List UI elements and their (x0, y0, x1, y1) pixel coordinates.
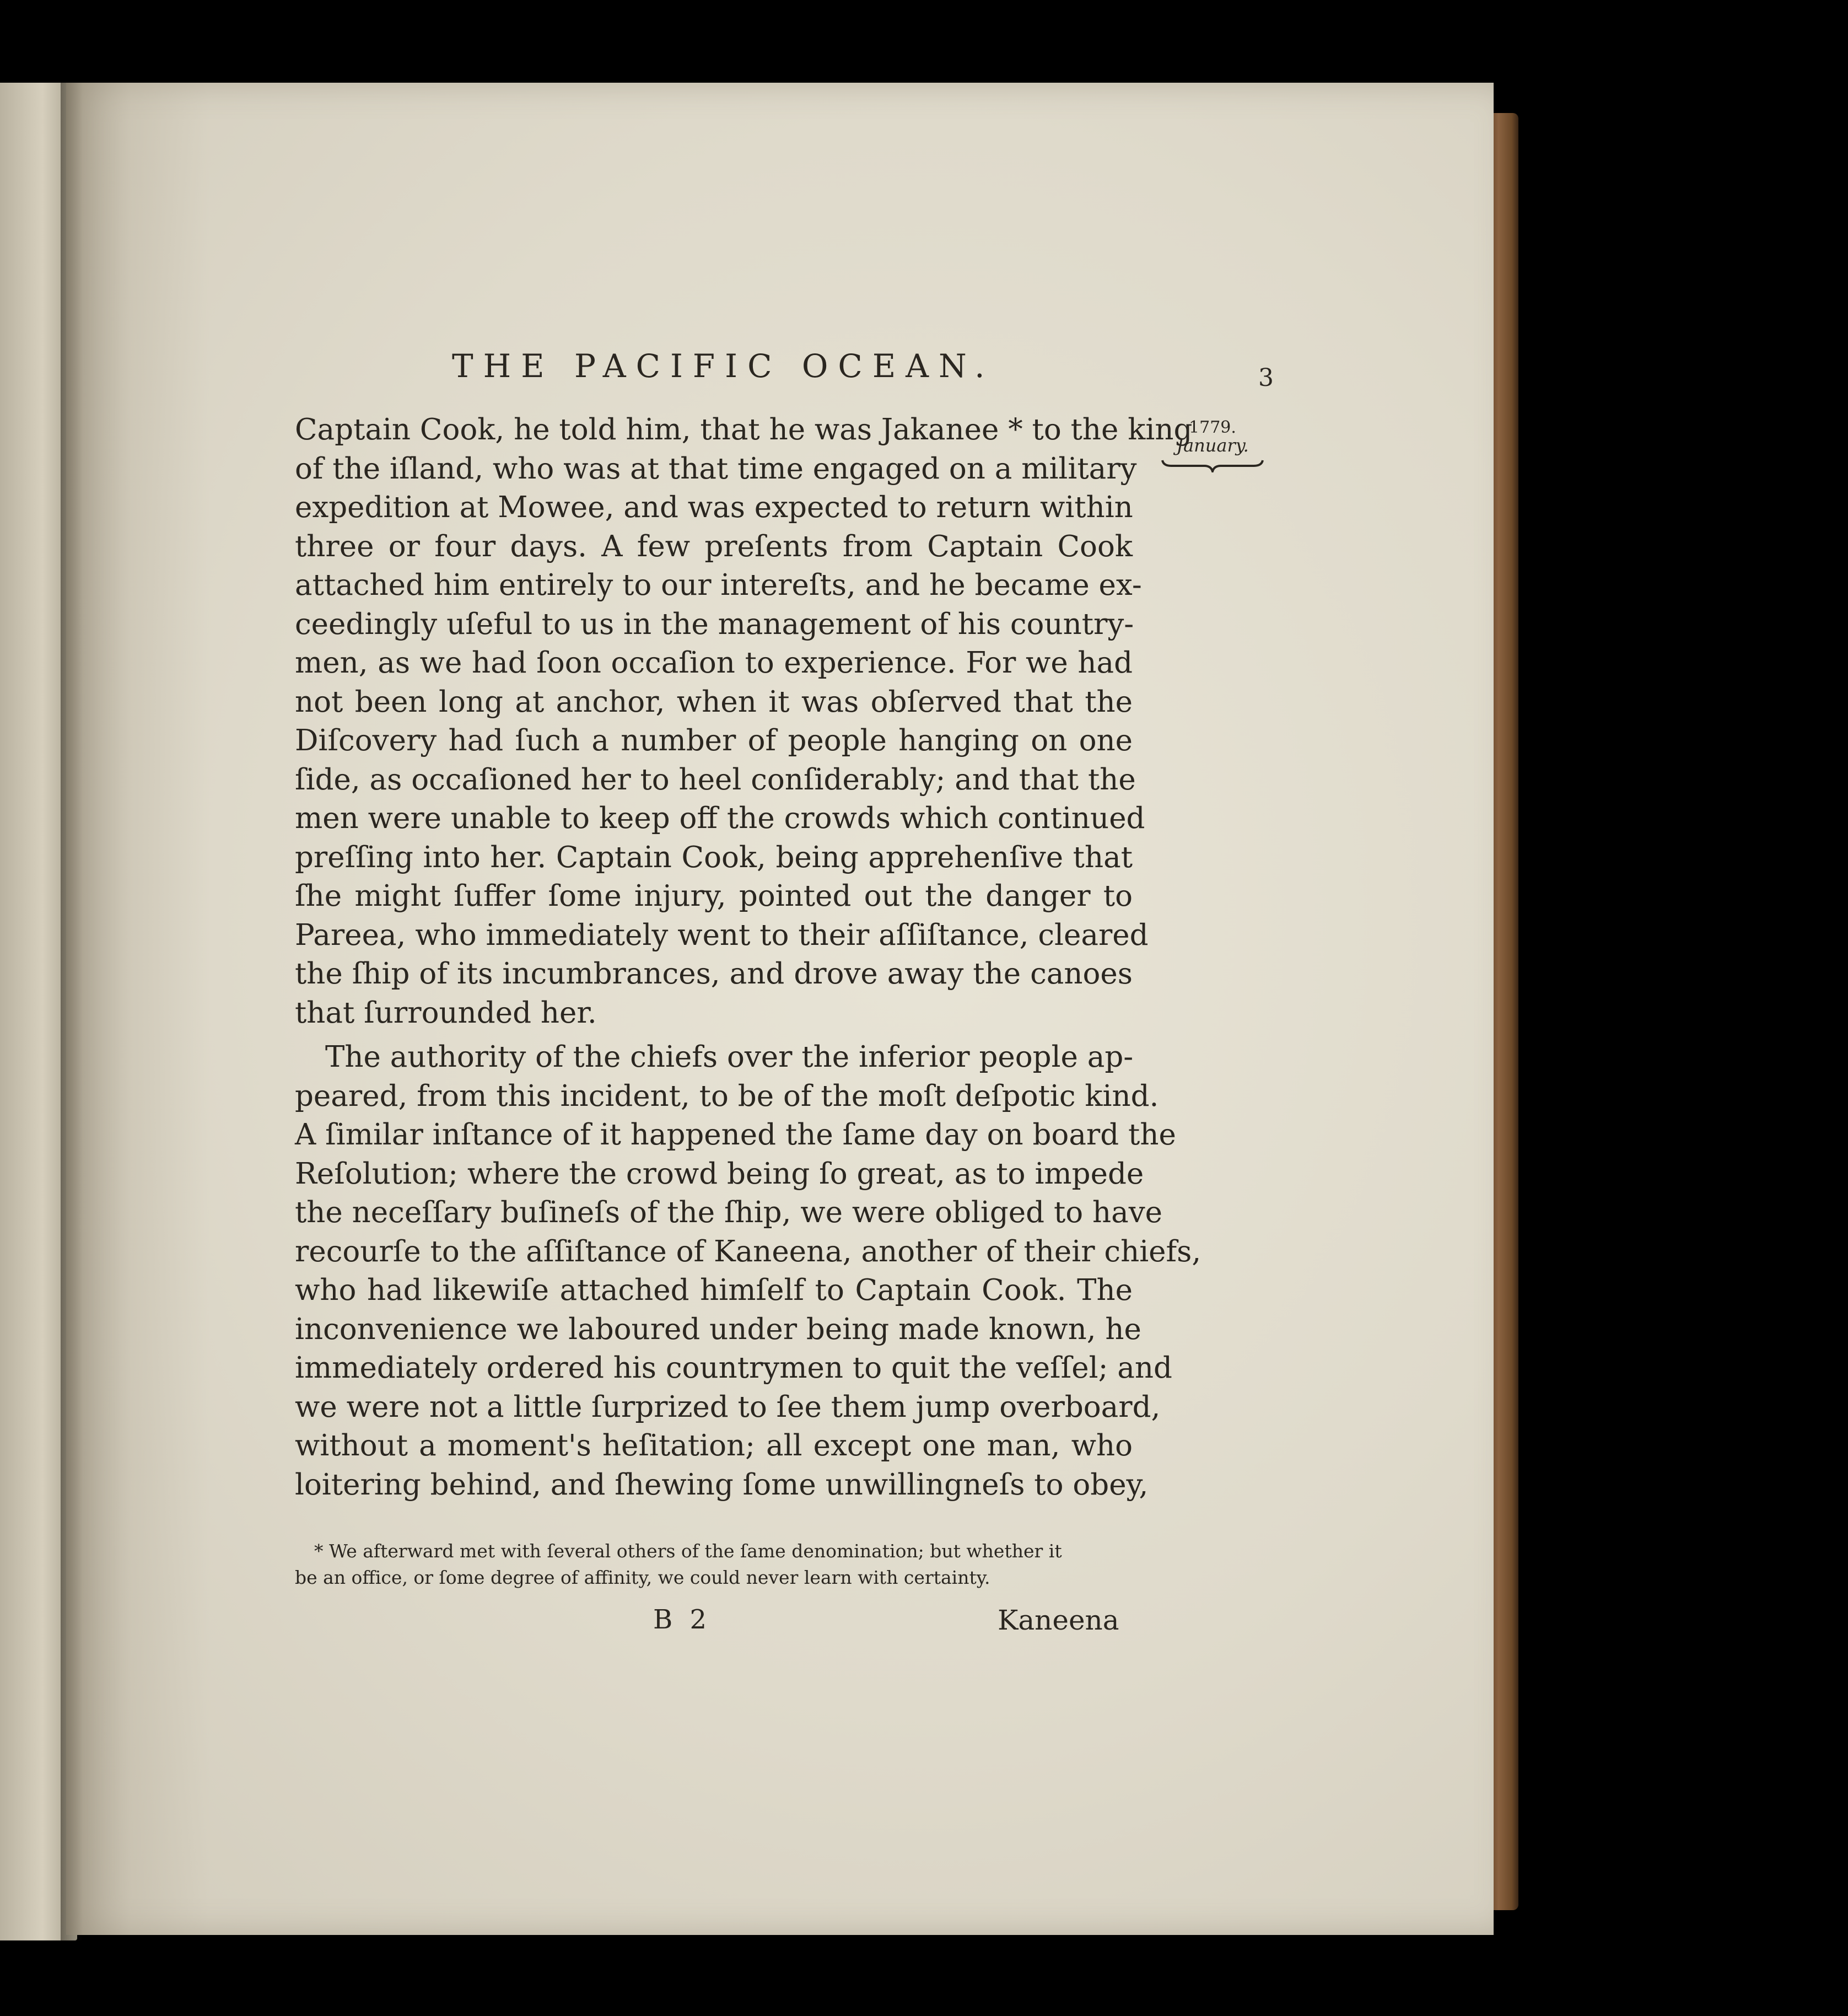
catchword: Kaneena (998, 1604, 1119, 1636)
brace-icon (1160, 458, 1265, 472)
paragraph-2 (295, 1038, 1202, 1504)
paragraph-1 (295, 411, 1193, 1033)
text-line: immediately ordered his countrymen to quit the veſſel; and (295, 1351, 1172, 1385)
text-line: expedition at Mowee, and was expected to return within (295, 491, 1133, 524)
text-line: Diſcovery had ſuch a number of people hanging on one (295, 724, 1133, 757)
text-line: attached him entirely to our intereſts, and he became ex- (295, 568, 1142, 602)
running-head: THE PACIFIC OCEAN. (452, 347, 995, 385)
text-line: who had likewiſe attached himſelf to Captain Cook. The (295, 1273, 1133, 1307)
margin-year: 1779. (1189, 418, 1236, 437)
text-line: recourſe to the aſſiſtance of Kaneena, another of their chiefs, (295, 1234, 1202, 1268)
footnote (295, 1538, 1116, 1591)
text-line: of the iſland, who was at that time engaged on a military (295, 451, 1137, 486)
text-line: ſhe might ſuffer ſome injury, pointed out the danger to (295, 879, 1133, 913)
text-line: Reſolution; where the crowd being ſo great, as to impede (295, 1157, 1144, 1191)
text-line: three or four days. A few preſents from Captain Cook (295, 529, 1133, 563)
text-line: preſſing into her. Captain Cook, being apprehenſive that (295, 840, 1133, 874)
text-line: that ſurrounded her. (295, 996, 597, 1030)
text-line: loitering behind, and ſhewing ſome unwillingneſs to obey, (295, 1467, 1149, 1502)
text-line: not been long at anchor, when it was obſerved that the (295, 685, 1133, 719)
text-line: Captain Cook, he told him, that he was Jakanee * to the king (295, 413, 1193, 447)
margin-month: January. (1176, 434, 1249, 456)
text-line: A ſimilar inſtance of it happened the ſame day on board the (295, 1118, 1176, 1152)
text-line: the ſhip of its incumbrances, and drove away the canoes (295, 957, 1133, 991)
text-line: Pareea, who immediately went to their aſſiſtance, cleared (295, 918, 1149, 952)
text-line: peared, from this incident, to be of the moſt deſpotic kind. (295, 1079, 1159, 1113)
footnote-line: be an office, or ſome degree of affinity, we could never learn with certainty. (295, 1567, 990, 1588)
text-line: men were unable to keep off the crowds which continued (295, 802, 1145, 835)
text-line: inconvenience we laboured under being made known, he (295, 1312, 1141, 1346)
signature-mark: B 2 (653, 1604, 712, 1635)
text-line: ceedingly uſeful to us in the management of his country- (295, 607, 1134, 641)
text-line: men, as we had ſoon occaſion to experience. For we had (295, 646, 1133, 680)
text-line: The authority of the chiefs over the inferior people ap- (325, 1040, 1134, 1074)
text-line: we were not a little ſurprized to ſee them jump overboard, (295, 1390, 1161, 1424)
text-line: without a moment's heſitation; all except one man, who (295, 1429, 1133, 1463)
page-number: 3 (1258, 364, 1274, 392)
text-line: ſide, as occaſioned her to heel conſiderably; and that the (295, 762, 1136, 797)
body-text (295, 411, 1202, 1504)
gutter-shadow (66, 83, 209, 1935)
text-line: the neceſſary buſineſs of the ſhip, we were obliged to have (295, 1196, 1163, 1229)
footnote-line: * We afterward met with ſeveral others of the ſame denomination; but whether it (314, 1540, 1062, 1562)
